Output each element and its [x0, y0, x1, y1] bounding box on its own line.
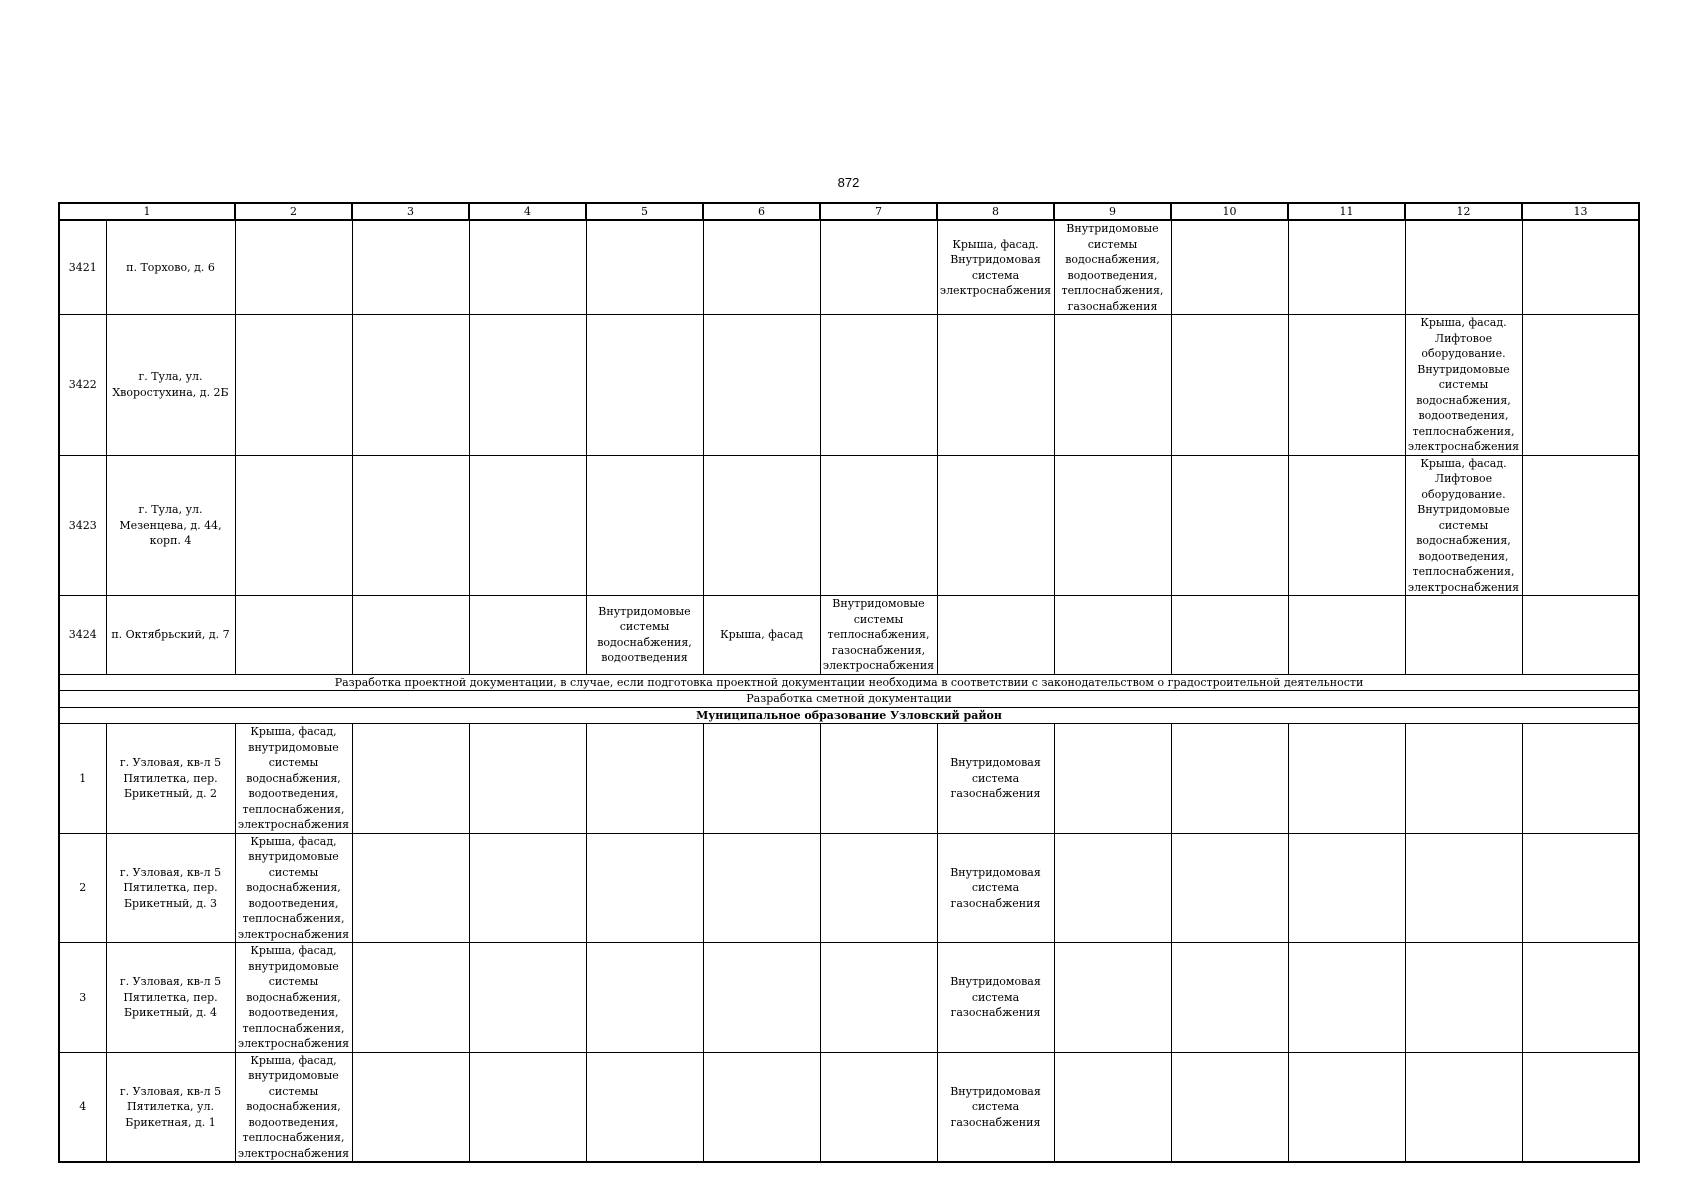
column-number-row [59, 203, 1639, 220]
cell-c6 [703, 1052, 820, 1162]
row-number: 3 [59, 943, 106, 1053]
cell-c6: Крыша, фасад [703, 596, 820, 675]
cell-c7 [820, 315, 937, 456]
cell-c5 [586, 1052, 703, 1162]
cell-c4 [469, 220, 586, 315]
cell-c9 [1054, 1052, 1171, 1162]
cell-c8 [937, 596, 1054, 675]
section-row [59, 674, 1639, 691]
cell-c4 [469, 943, 586, 1053]
cell-c3 [352, 943, 469, 1053]
cell-c10 [1171, 833, 1288, 943]
estimate-docs-heading: Разработка сметной документации [59, 691, 1639, 708]
col-header-10: 10 [1171, 203, 1288, 220]
row-number: 3421 [59, 220, 106, 315]
cell-c2: Крыша, фасад, внутридомовые системы водоснабжения, водоотведения, теплоснабжения, электроснабжения [235, 943, 352, 1053]
cell-c11 [1288, 833, 1405, 943]
table-row [59, 1052, 1639, 1162]
cell-c4 [469, 455, 586, 596]
cell-c9 [1054, 315, 1171, 456]
cell-c7 [820, 220, 937, 315]
cell-c5 [586, 455, 703, 596]
col-header-1: 1 [59, 203, 235, 220]
cell-c7 [820, 1052, 937, 1162]
row-address: г. Тула, ул. Хворостухина, д. 2Б [106, 315, 235, 456]
cell-c3 [352, 1052, 469, 1162]
cell-c4 [469, 315, 586, 456]
row-number: 3424 [59, 596, 106, 675]
table-row [59, 724, 1639, 834]
cell-c6 [703, 943, 820, 1053]
cell-c8: Внутридомовая система газоснабжения [937, 724, 1054, 834]
table-row [59, 315, 1639, 456]
cell-c9 [1054, 724, 1171, 834]
cell-c3 [352, 315, 469, 456]
cell-c8: Внутридомовая система газоснабжения [937, 1052, 1054, 1162]
table-row [59, 220, 1639, 315]
col-header-11: 11 [1288, 203, 1405, 220]
cell-c8: Внутридомовая система газоснабжения [937, 833, 1054, 943]
cell-c2 [235, 596, 352, 675]
cell-c9 [1054, 455, 1171, 596]
cell-c2: Крыша, фасад, внутридомовые системы водоснабжения, водоотведения, теплоснабжения, электроснабжения [235, 1052, 352, 1162]
cell-c6 [703, 833, 820, 943]
cell-c13 [1522, 220, 1639, 315]
page-number: 872 [837, 175, 860, 190]
cell-c11 [1288, 724, 1405, 834]
cell-c5 [586, 724, 703, 834]
cell-c2 [235, 455, 352, 596]
cell-c12 [1405, 943, 1522, 1053]
cell-c12 [1405, 833, 1522, 943]
cell-c7 [820, 943, 937, 1053]
cell-c5 [586, 315, 703, 456]
cell-c6 [703, 724, 820, 834]
col-header-3: 3 [352, 203, 469, 220]
cell-c13 [1522, 724, 1639, 834]
cell-c3 [352, 833, 469, 943]
table-row [59, 943, 1639, 1053]
cell-c5 [586, 220, 703, 315]
cell-c13 [1522, 1052, 1639, 1162]
municipality-heading: Муниципальное образование Узловский район [59, 707, 1639, 724]
section-row [59, 691, 1639, 708]
col-header-13: 13 [1522, 203, 1639, 220]
cell-c3 [352, 455, 469, 596]
col-header-12: 12 [1405, 203, 1522, 220]
cell-c7: Внутридомовые системы теплоснабжения, газоснабжения, электроснабжения [820, 596, 937, 675]
col-header-4: 4 [469, 203, 586, 220]
row-address: г. Узловая, кв-л 5 Пятилетка, ул. Брикетная, д. 1 [106, 1052, 235, 1162]
cell-c2: Крыша, фасад, внутридомовые системы водоснабжения, водоотведения, теплоснабжения, электроснабжения [235, 833, 352, 943]
cell-c11 [1288, 315, 1405, 456]
col-header-9: 9 [1054, 203, 1171, 220]
cell-c13 [1522, 833, 1639, 943]
cell-c11 [1288, 1052, 1405, 1162]
cell-c13 [1522, 455, 1639, 596]
cell-c12 [1405, 724, 1522, 834]
cell-c3 [352, 220, 469, 315]
cell-c6 [703, 455, 820, 596]
cell-c12 [1405, 220, 1522, 315]
table-row [59, 833, 1639, 943]
cell-c11 [1288, 596, 1405, 675]
cell-c5 [586, 833, 703, 943]
cell-c5 [586, 943, 703, 1053]
cell-c11 [1288, 943, 1405, 1053]
row-number: 3423 [59, 455, 106, 596]
col-header-6: 6 [703, 203, 820, 220]
cell-c10 [1171, 315, 1288, 456]
section-row [59, 707, 1639, 724]
col-header-7: 7 [820, 203, 937, 220]
cell-c6 [703, 315, 820, 456]
cell-c8 [937, 455, 1054, 596]
col-header-2: 2 [235, 203, 352, 220]
cell-c8: Крыша, фасад. Внутридомовая система электроснабжения [937, 220, 1054, 315]
cell-c3 [352, 596, 469, 675]
cell-c2 [235, 220, 352, 315]
row-number: 2 [59, 833, 106, 943]
cell-c9: Внутридомовые системы водоснабжения, водоотведения, теплоснабжения, газоснабжения [1054, 220, 1171, 315]
cell-c13 [1522, 596, 1639, 675]
cell-c4 [469, 1052, 586, 1162]
row-number: 4 [59, 1052, 106, 1162]
cell-c2: Крыша, фасад, внутридомовые системы водоснабжения, водоотведения, теплоснабжения, электроснабжения [235, 724, 352, 834]
cell-c2 [235, 315, 352, 456]
row-address: г. Узловая, кв-л 5 Пятилетка, пер. Брикетный, д. 2 [106, 724, 235, 834]
cell-c4 [469, 833, 586, 943]
row-address: г. Узловая, кв-л 5 Пятилетка, пер. Брикетный, д. 3 [106, 833, 235, 943]
cell-c12: Крыша, фасад. Лифтовое оборудование. Внутридомовые системы водоснабжения, водоотведения, теплоснабжения, электроснабжения [1405, 455, 1522, 596]
table-row [59, 596, 1639, 675]
cell-c4 [469, 724, 586, 834]
cell-c9 [1054, 943, 1171, 1053]
row-number: 1 [59, 724, 106, 834]
table-row [59, 455, 1639, 596]
cell-c13 [1522, 943, 1639, 1053]
cell-c3 [352, 724, 469, 834]
cell-c10 [1171, 1052, 1288, 1162]
cell-c6 [703, 220, 820, 315]
cell-c7 [820, 833, 937, 943]
cell-c10 [1171, 596, 1288, 675]
cell-c11 [1288, 220, 1405, 315]
row-number: 3422 [59, 315, 106, 456]
cell-c10 [1171, 455, 1288, 596]
cell-c8: Внутридомовая система газоснабжения [937, 943, 1054, 1053]
cell-c9 [1054, 833, 1171, 943]
design-docs-heading: Разработка проектной документации, в случае, если подготовка проектной документации необходима в соответствии с законодательством о градостроительной деятельности [59, 674, 1639, 691]
col-header-8: 8 [937, 203, 1054, 220]
cell-c7 [820, 455, 937, 596]
row-address: г. Узловая, кв-л 5 Пятилетка, пер. Брикетный, д. 4 [106, 943, 235, 1053]
col-header-5: 5 [586, 203, 703, 220]
cell-c12 [1405, 596, 1522, 675]
cell-c10 [1171, 724, 1288, 834]
cell-c12: Крыша, фасад. Лифтовое оборудование. Внутридомовые системы водоснабжения, водоотведения, теплоснабжения, электроснабжения [1405, 315, 1522, 456]
cell-c10 [1171, 943, 1288, 1053]
cell-c13 [1522, 315, 1639, 456]
cell-c10 [1171, 220, 1288, 315]
cell-c12 [1405, 1052, 1522, 1162]
repair-program-table [58, 202, 1640, 1163]
row-address: г. Тула, ул. Мезенцева, д. 44, корп. 4 [106, 455, 235, 596]
cell-c5: Внутридомовые системы водоснабжения, водоотведения [586, 596, 703, 675]
cell-c9 [1054, 596, 1171, 675]
cell-c7 [820, 724, 937, 834]
cell-c4 [469, 596, 586, 675]
cell-c8 [937, 315, 1054, 456]
cell-c11 [1288, 455, 1405, 596]
row-address: п. Торхово, д. 6 [106, 220, 235, 315]
row-address: п. Октябрьский, д. 7 [106, 596, 235, 675]
